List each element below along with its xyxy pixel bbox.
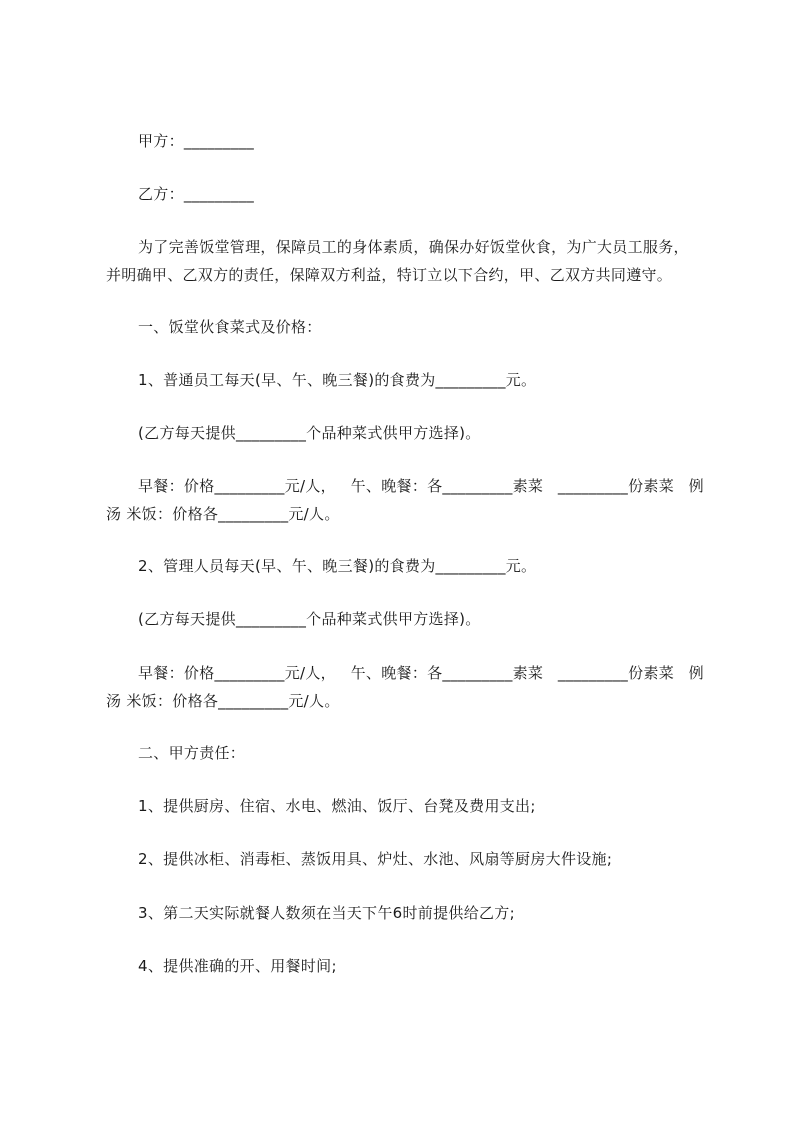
- soup-prefix: 例: [688, 664, 704, 682]
- item-1-meals: [106, 472, 704, 528]
- item-1-fee: 1、普通员工每天(早、午、晚三餐)的食费为_________元。: [138, 371, 537, 389]
- item-1-meals-line-1: [106, 472, 704, 500]
- party-b-line: 乙方：_________: [138, 185, 255, 203]
- veg-portion: _________份素菜: [557, 477, 674, 495]
- breakfast-price: 早餐：价格_________元/人，: [138, 477, 336, 495]
- party-a-line: 甲方：_________: [138, 132, 255, 150]
- section-1-heading: 一、饭堂伙食菜式及价格：: [138, 318, 322, 336]
- veg-portion: _________份素菜: [557, 664, 674, 682]
- lunch-dinner-veg: 午、晚餐：各_________素菜: [350, 477, 544, 495]
- item-1-meals-line-2: 汤 米饭：价格各_________元/人。: [106, 505, 340, 523]
- item-1-choice: (乙方每天提供_________个品种菜式供甲方选择)。: [138, 424, 481, 442]
- soup-prefix: 例: [688, 477, 704, 495]
- item-2-choice: (乙方每天提供_________个品种菜式供甲方选择)。: [138, 610, 481, 628]
- breakfast-price: 早餐：价格_________元/人，: [138, 664, 336, 682]
- duty-2: 2、提供冰柜、消毒柜、蒸饭用具、炉灶、水池、风扇等厨房大件设施;: [138, 850, 613, 868]
- duty-1: 1、提供厨房、住宿、水电、燃油、饭厅、台凳及费用支出;: [138, 797, 536, 815]
- section-2-heading: 二、甲方责任：: [138, 744, 246, 762]
- item-2-meals-line-2: 汤 米饭：价格各_________元/人。: [106, 692, 340, 710]
- item-2-meals: [106, 659, 704, 715]
- lunch-dinner-veg: 午、晚餐：各_________素菜: [350, 664, 544, 682]
- intro-paragraph: [106, 233, 704, 289]
- intro-line-2: 并明确甲、乙双方的责任，保障双方利益，特订立以下合约，甲、乙双方共同遵守。: [106, 266, 673, 284]
- duty-4: 4、提供准确的开、用餐时间;: [138, 957, 337, 975]
- duty-3: 3、第二天实际就餐人数须在当天下午6时前提供给乙方;: [138, 904, 515, 922]
- intro-line-1: 为了完善饭堂管理，保障员工的身体素质，确保办好饭堂伙食，为广大员工服务，: [138, 238, 689, 256]
- item-2-meals-line-1: [106, 659, 704, 687]
- item-2-fee: 2、管理人员每天(早、午、晚三餐)的食费为_________元。: [138, 557, 537, 575]
